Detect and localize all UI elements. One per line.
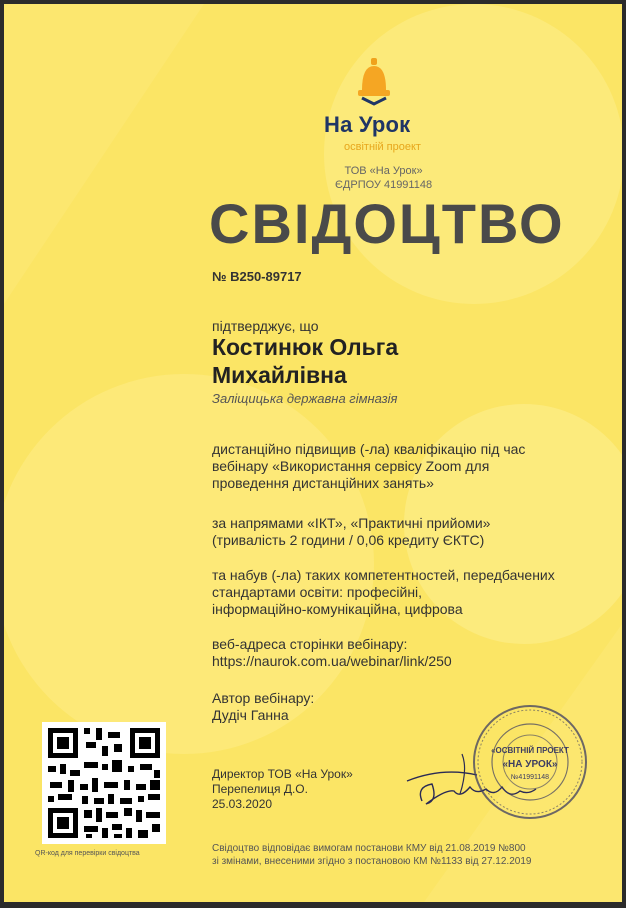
- webinar-link[interactable]: https://naurok.com.ua/webinar/link/250: [212, 653, 452, 669]
- text-line: дистанційно підвищив (-ла) кваліфікацію під час: [212, 441, 526, 457]
- certificate-title: СВІДОЦТВО: [209, 192, 565, 255]
- stamp-text-2: «НА УРОК»: [502, 759, 558, 770]
- text-line: проведення дистанційних занять»: [212, 475, 434, 491]
- author-name: Дудіч Ганна: [212, 707, 289, 723]
- qr-code: [42, 722, 166, 844]
- directions-paragraph: [212, 515, 612, 549]
- confirms-text: підтверджує, що: [212, 318, 319, 334]
- certificate-page: [4, 4, 622, 902]
- bell-logo-icon: [354, 58, 394, 108]
- certificate-number: № В250-89717: [212, 269, 302, 284]
- organization-info: [335, 164, 432, 192]
- text-line: та набув (-ла) таких компетентностей, передбачених: [212, 567, 555, 583]
- logo-title: На Урок: [324, 112, 411, 137]
- text-line: вебінару «Використання сервісу Zoom для: [212, 458, 490, 474]
- organization-code: ЄДРПОУ 41991148: [335, 179, 433, 191]
- director-name: Перепелиця Д.О.: [212, 782, 308, 796]
- director-block: [212, 767, 353, 812]
- text-line: веб-адреса сторінки вебінару:: [212, 636, 408, 652]
- stamp-text-1: «ОСВІТНІЙ ПРОЕКТ: [491, 746, 569, 755]
- qualification-paragraph: [212, 441, 612, 492]
- footer-note: [212, 842, 612, 868]
- stamp-code: №41991148: [510, 774, 550, 781]
- text-line: (тривалість 2 години / 0,06 кредиту ЄКТС): [212, 532, 485, 548]
- issue-date: 25.03.2020: [212, 797, 273, 811]
- logo-subtitle: освітній проект: [344, 141, 421, 153]
- text-line: інформаційно-комунікаційна, цифрова: [212, 601, 463, 617]
- official-stamp: [470, 702, 590, 822]
- qr-caption: QR-код для перевірки свідоцтва: [35, 850, 140, 857]
- recipient-school: Заліщицька державна гімназія: [212, 391, 398, 406]
- organization-name: ТОВ «На Урок»: [344, 165, 423, 177]
- recipient-name-line1: Костинюк Ольга: [212, 334, 399, 360]
- recipient-name-line2: Михайлівна: [212, 362, 347, 388]
- text-line: за напрямами «ІКТ», «Практичні прийоми»: [212, 515, 491, 531]
- director-title: Директор ТОВ «На Урок»: [212, 767, 353, 781]
- competencies-paragraph: [212, 567, 612, 618]
- footer-line: зі змінами, внесеними згідно з постановою КМ №1133 від 27.12.2019: [212, 856, 532, 867]
- text-line: стандартами освіти: професійні,: [212, 584, 423, 600]
- recipient-name: [212, 333, 612, 389]
- text-line: Автор вебінару:: [212, 690, 315, 706]
- footer-line: Свідоцтво відповідає вимогам постанови КМУ від 21.08.2019 №800: [212, 843, 526, 854]
- webinar-url-paragraph: [212, 636, 612, 670]
